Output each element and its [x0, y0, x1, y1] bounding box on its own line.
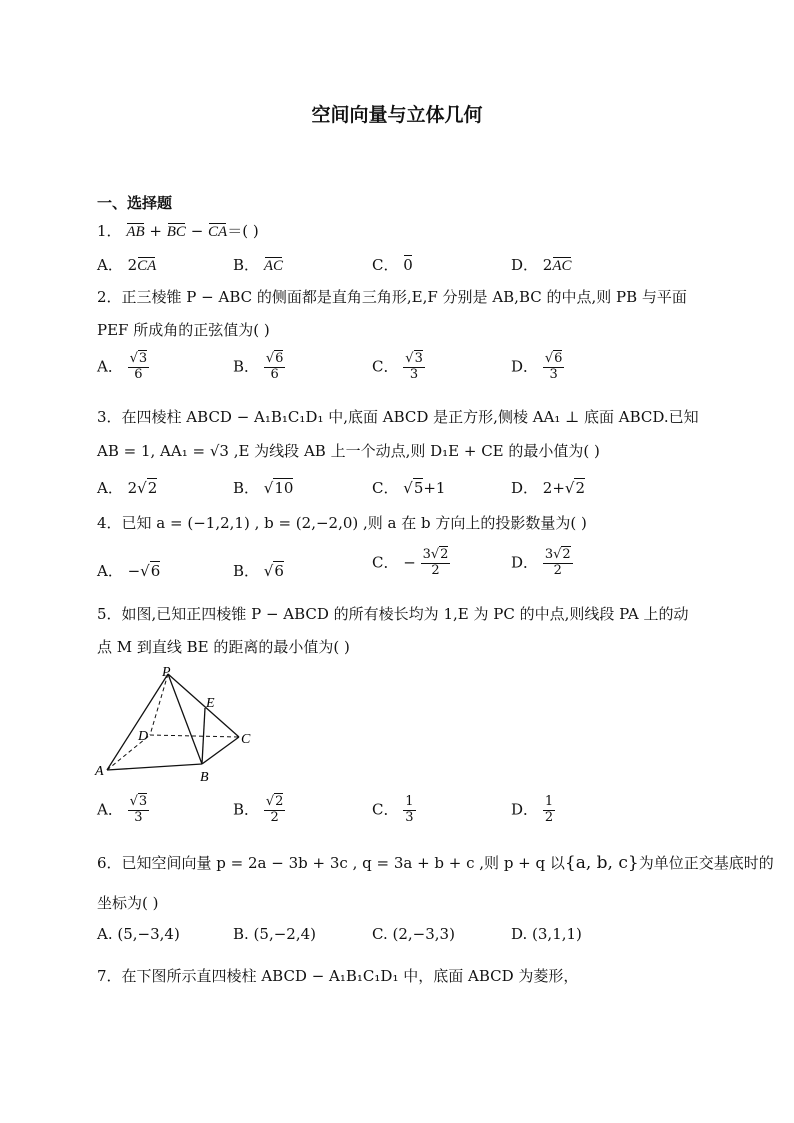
q6-option-c[interactable]: C. (2,−3,3) — [372, 925, 455, 943]
q1-option-b[interactable]: B． AC — [233, 256, 283, 274]
q3-option-d[interactable]: D． 2+√2 — [511, 479, 586, 497]
label-b: B — [200, 770, 209, 785]
q1-option-d[interactable]: D． 2AC — [511, 256, 572, 274]
label-c: C — [241, 732, 251, 747]
question-3-line-2: AB = 1, AA₁ = √3 ,E 为线段 AB 上一个动点,则 D₁E + CE 的最小值为( ) — [97, 442, 600, 460]
label-e: E — [206, 696, 215, 711]
q2-option-b[interactable]: B． $\frac{√6}{6}$ — [233, 351, 284, 382]
question-2-line-1: 2．正三棱锥 P − ABC 的侧面都是直角三角形,E,F 分别是 AB,BC 的中点,则 PB 与平面 — [97, 288, 687, 306]
pyramid-figure — [92, 664, 262, 786]
label-p: P — [162, 665, 171, 680]
edge-pa — [107, 674, 168, 770]
question-7: 7．在下图所示直四棱柱 ABCD − A₁B₁C₁D₁ 中，底面 ABCD 为菱形， — [97, 967, 579, 985]
label-d: D — [138, 729, 149, 744]
question-5-line-2: 点 M 到直线 BE 的距离的最小值为( ) — [97, 638, 350, 656]
q5-option-b[interactable]: B． $\frac{√2}{2}$ — [233, 794, 284, 825]
q6-option-b[interactable]: B. (5,−2,4) — [233, 925, 316, 943]
q5-option-d[interactable]: D． $\frac{1}{2}$ — [511, 794, 554, 825]
q2-option-d[interactable]: D． $\frac{√6}{3}$ — [511, 351, 563, 382]
q4-option-d[interactable]: D． $\frac{3√2}{2}$ — [511, 547, 571, 578]
question-3-line-1: 3．在四棱柱 ABCD − A₁B₁C₁D₁ 中,底面 ABCD 是正方形,侧棱 AA₁ ⊥ 底面 ABCD.已知 — [97, 408, 699, 426]
q5-option-c[interactable]: C． $\frac{1}{3}$ — [372, 794, 414, 825]
edge-ab — [107, 764, 202, 770]
q1-option-c[interactable]: C． 0 — [372, 256, 413, 274]
edge-bc — [202, 737, 239, 764]
page-title: 空间向量与立体几何 — [311, 104, 483, 126]
edge-dc — [150, 735, 239, 737]
q1-option-a[interactable]: A． 2CA — [97, 256, 157, 274]
q6-option-a[interactable]: A. (5,−3,4) — [97, 925, 180, 943]
q3-option-b[interactable]: B． √10 — [233, 479, 294, 497]
question-5-line-1: 5．如图,已知正四棱锥 P − ABCD 的所有棱长均为 1,E 为 PC 的中点,则线段 PA 上的动 — [97, 605, 689, 623]
label-a: A — [95, 764, 104, 779]
q2-option-a[interactable]: A． $\frac{√3}{6}$ — [97, 351, 148, 382]
q4-option-c[interactable]: C． − $\frac{3√2}{2}$ — [372, 547, 449, 578]
q5-option-a[interactable]: A． $\frac{√3}{3}$ — [97, 794, 148, 825]
q6-option-d[interactable]: D. (3,1,1) — [511, 925, 582, 943]
edge-pd — [150, 674, 168, 735]
question-6-line-2: 坐标为( ) — [97, 894, 159, 912]
q2-option-c[interactable]: C． $\frac{√3}{3}$ — [372, 351, 423, 382]
q3-option-a[interactable]: A． 2√2 — [97, 479, 158, 497]
q4-option-b[interactable]: B． √6 — [233, 562, 284, 580]
q4-option-a[interactable]: A． −√6 — [97, 562, 161, 580]
question-1: 1． AB + BC − CA＝( ) — [97, 222, 259, 240]
q3-option-c[interactable]: C． √5+1 — [372, 479, 446, 497]
question-6-line-1: 6．已知空间向量 p = 2a − 3b + 3c , q = 3a + b + c ,则 p + q 以{a, b, c}为单位正交基底时的 — [97, 853, 774, 873]
section-heading: 一、选择题 — [97, 194, 173, 212]
question-4: 4．已知 a = (−1,2,1) , b = (2,−2,0) ,则 a 在 b 方向上的投影数量为( ) — [97, 514, 587, 532]
question-2-line-2: PEF 所成角的正弦值为( ) — [97, 321, 270, 339]
edge-pb — [168, 674, 202, 764]
